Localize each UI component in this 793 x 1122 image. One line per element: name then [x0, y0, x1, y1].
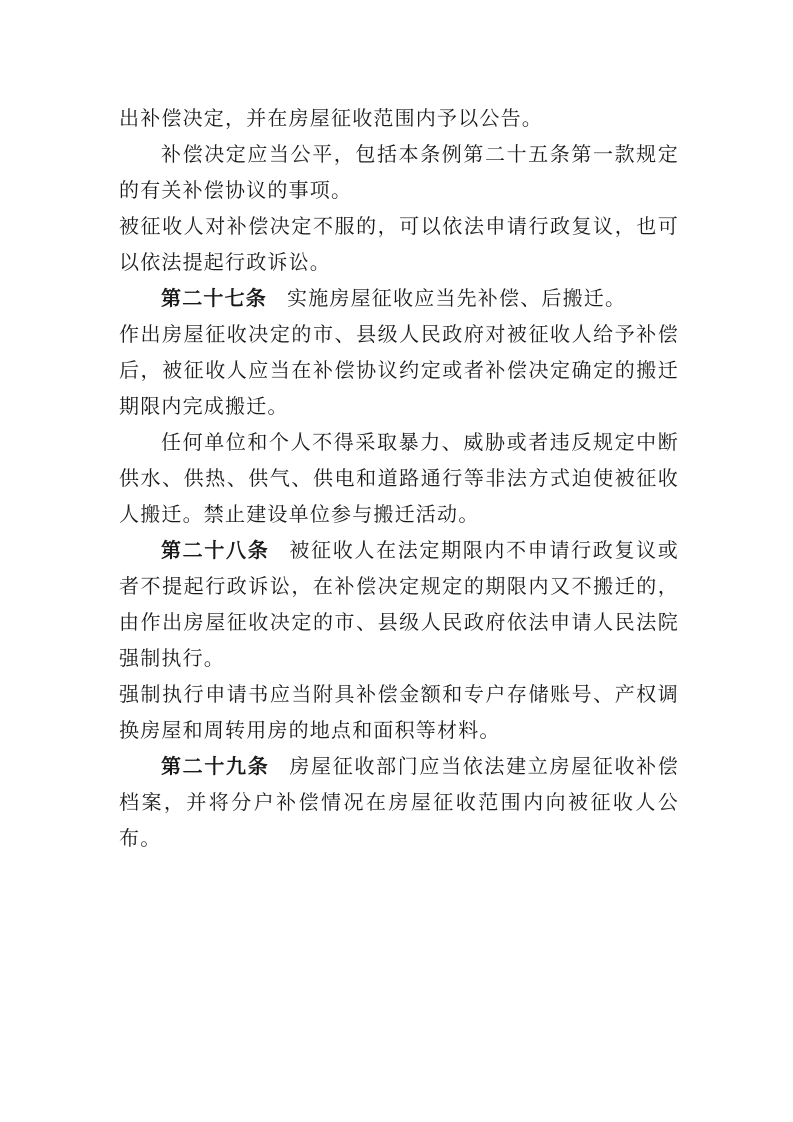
article-number: 第二十八条	[161, 538, 270, 562]
paragraph-text: 出补偿决定，并在房屋征收范围内予以公告。	[119, 106, 543, 130]
article-number: 第二十七条	[161, 286, 267, 310]
paragraph-text: 房屋征收部门应当依法建立房屋征收补偿档案，并将分户补偿情况在房屋征收范围内向被征收人公布。	[119, 754, 680, 850]
paragraph-relocation-deadline	[119, 316, 679, 424]
paragraph-appeal-rights	[119, 208, 679, 280]
paragraph-text: 作出房屋征收决定的市、县级人民政府对被征收人给予补偿后，被征收人应当在补偿协议约定或者补偿决定确定的搬迁期限内完成搬迁。	[119, 322, 679, 418]
paragraph-text: 补偿决定应当公平，包括本条例第二十五条第一款规定的有关补偿协议的事项。	[119, 142, 679, 202]
article-28	[119, 532, 679, 676]
paragraph-text: 被征收人对补偿决定不服的，可以依法申请行政复议，也可以依法提起行政诉讼。	[119, 214, 679, 274]
paragraph-text: 被征收人在法定期限内不申请行政复议或者不提起行政诉讼，在补偿决定规定的期限内又不搬迁的，由作出房屋征收决定的市、县级人民政府依法申请人民法院强制执行。	[119, 538, 680, 670]
paragraph-text: 实施房屋征收应当先补偿、后搬迁。	[287, 286, 627, 310]
article-number: 第二十九条	[161, 754, 270, 778]
paragraph-prohibition	[119, 424, 679, 532]
document-body	[119, 100, 679, 856]
paragraph-text: 强制执行申请书应当附具补偿金额和专户存储账号、产权调换房屋和周转用房的地点和面积等材料。	[119, 682, 679, 742]
paragraph-continuation	[119, 100, 679, 136]
paragraph-compensation-fairness	[119, 136, 679, 208]
article-27	[119, 280, 679, 316]
paragraph-enforcement-application	[119, 676, 679, 748]
article-29	[119, 748, 679, 856]
paragraph-text: 任何单位和个人不得采取暴力、威胁或者违反规定中断供水、供热、供气、供电和道路通行等非法方式迫使被征收人搬迁。禁止建设单位参与搬迁活动。	[119, 430, 679, 526]
